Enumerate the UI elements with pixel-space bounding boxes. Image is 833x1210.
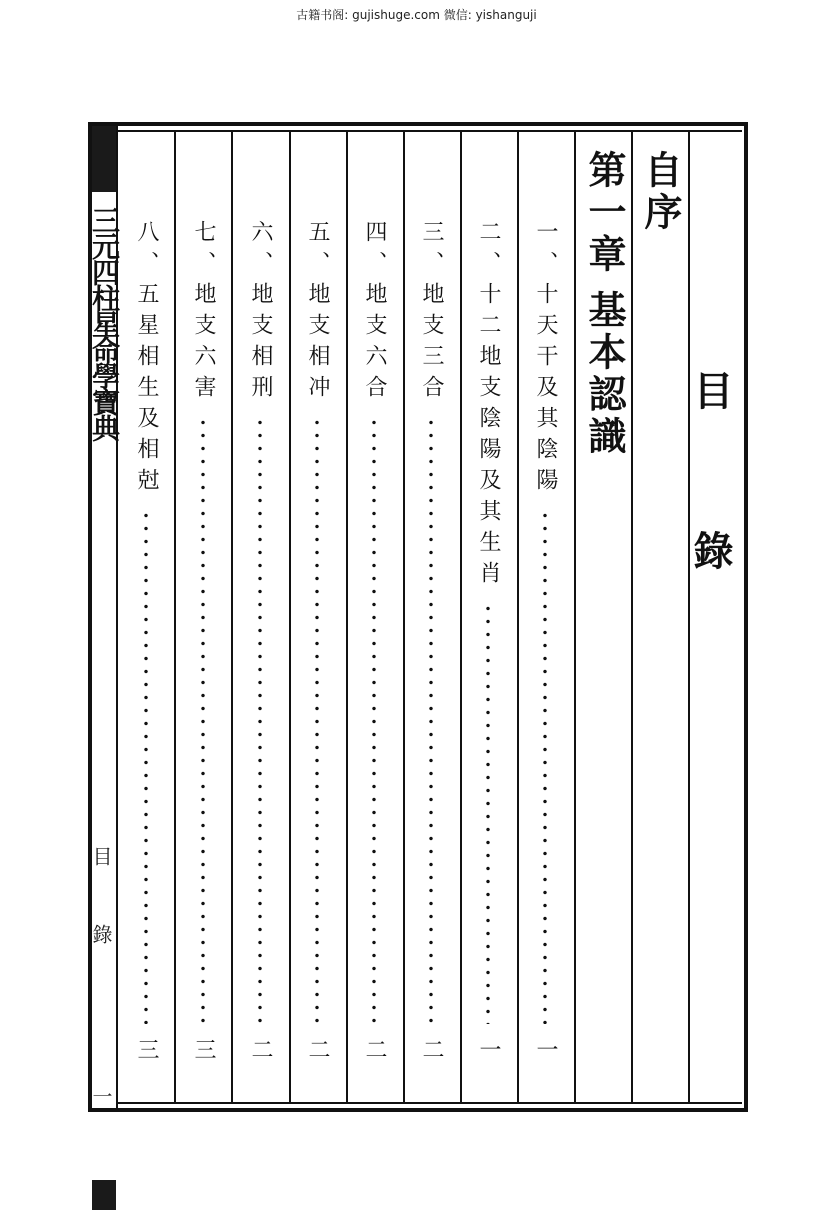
spine-black-block-top xyxy=(92,126,116,192)
column-rule xyxy=(403,130,405,1104)
column-rule xyxy=(174,130,176,1104)
spine-section: 目錄 xyxy=(89,846,113,1002)
toc-entry-title: 四、地支六合 xyxy=(362,220,387,406)
dot-leader xyxy=(427,416,435,1024)
toc-entry-title: 六、地支相刑 xyxy=(248,220,273,406)
spine-black-block-bottom xyxy=(92,1180,116,1210)
dot-leader xyxy=(484,602,492,1024)
toc-entry-page: 二 xyxy=(248,1038,273,1060)
toc-entry-page: 三 xyxy=(134,1038,159,1060)
dot-leader xyxy=(313,416,321,1024)
toc-entry-title: 一、十天干及其陰陽 xyxy=(533,220,558,499)
toc-entry-title: 七、地支六害 xyxy=(191,220,216,406)
inner-rule-bottom xyxy=(116,1102,742,1104)
chapter-heading xyxy=(582,150,626,458)
column-rule xyxy=(231,130,233,1104)
chapter-label: 第一章 xyxy=(582,150,627,276)
toc-entry xyxy=(302,220,332,1060)
toc-entry-page: 二 xyxy=(305,1038,330,1060)
inner-rule-top xyxy=(116,130,742,132)
toc-entry-page: 三 xyxy=(191,1038,216,1060)
toc-entry-title: 二、十二地支陰陽及其生肖 xyxy=(476,220,501,592)
toc-entry-title: 三、地支三合 xyxy=(419,220,444,406)
dot-leader xyxy=(370,416,378,1024)
spine-title: 三元四柱星命學寶典 xyxy=(88,206,121,440)
dot-leader xyxy=(199,416,207,1024)
toc-entry xyxy=(188,220,218,1060)
toc-entry-title: 八、五星相生及相尅 xyxy=(134,220,159,499)
book-spine xyxy=(88,126,121,1108)
toc-entry xyxy=(416,220,446,1060)
toc-entry xyxy=(245,220,275,1060)
toc-entry-page: 一 xyxy=(533,1038,558,1060)
column-rule xyxy=(346,130,348,1104)
dot-leader xyxy=(142,509,150,1024)
dot-leader xyxy=(256,416,264,1024)
spine-page-number: 一 xyxy=(89,1086,113,1106)
column-rule xyxy=(631,130,633,1104)
contents-heading: 目錄 xyxy=(687,370,734,690)
dot-leader xyxy=(541,509,549,1024)
toc-entry-page: 一 xyxy=(476,1038,501,1060)
column-rule xyxy=(574,130,576,1104)
site-header: 古籍书阁: gujishuge.com 微信: yishanguji xyxy=(296,8,537,22)
toc-entry-page: 二 xyxy=(362,1038,387,1060)
column-rule xyxy=(289,130,291,1104)
toc-entry xyxy=(359,220,389,1060)
toc-entry xyxy=(530,220,560,1060)
toc-entry-title: 五、地支相冲 xyxy=(305,220,330,406)
column-rule xyxy=(460,130,462,1104)
toc-entry xyxy=(131,220,161,1060)
toc-entry-page: 二 xyxy=(419,1038,444,1060)
column-rule xyxy=(517,130,519,1104)
chapter-title: 基本認識 xyxy=(582,290,627,458)
toc-entry xyxy=(473,220,503,1060)
preface-title: 自序 xyxy=(638,150,683,234)
